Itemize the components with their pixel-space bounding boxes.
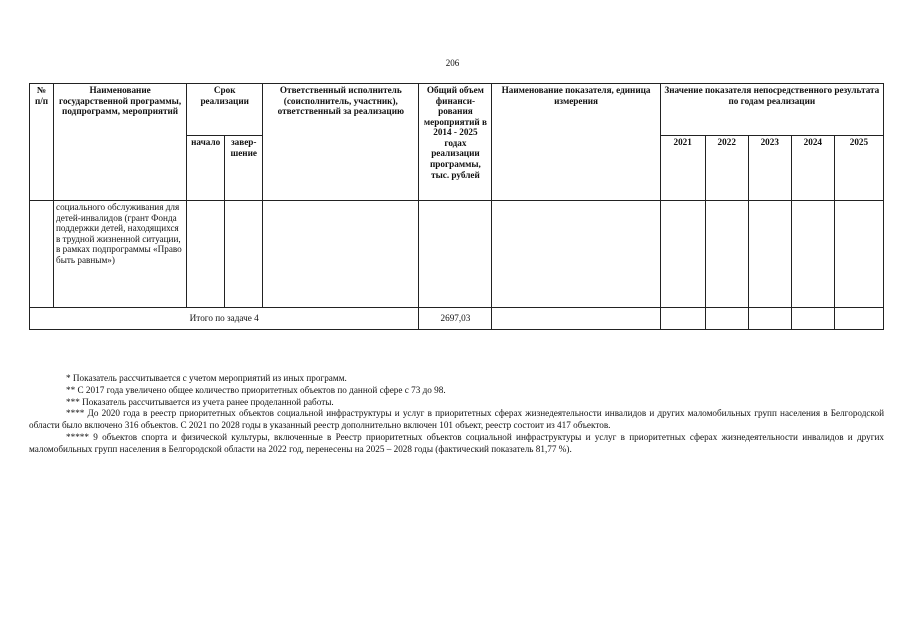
total-value-2022 [705, 308, 748, 330]
row-value-2024 [791, 201, 834, 308]
row-executor [263, 201, 419, 308]
total-label: Итого по задаче 4 [30, 308, 419, 330]
page-number: 206 [445, 58, 460, 68]
row-name: социального обслуживания для детей-инвалидов (грант Фонда поддержки детей, находящихся в трудной жизненной ситуации, в рамках подпрограммы «Право быть равным») [54, 201, 187, 308]
row-term-end [225, 201, 263, 308]
header-term-start: начало [187, 136, 225, 201]
footnotes [29, 373, 884, 455]
footnote: ***** 9 объектов спорта и физической культуры, включенные в Реестр приоритетных объектов социальной инфраструктуры и услуг в приоритетных сферах жизнедеятельности инвалидов и других маломобильных групп населения в Белгородской области на 2022 год, перенесены на 2025 – 2028 годы (фактический показатель 81,77 %). [29, 431, 884, 454]
total-value-2023 [748, 308, 791, 330]
header-year: 2024 [791, 136, 834, 201]
total-value: 2697,03 [419, 308, 492, 330]
total-value-2024 [791, 308, 834, 330]
row-value-2025 [834, 201, 883, 308]
header-executor: Ответственный исполнитель (соисполнитель, участник), ответственный за реализацию [263, 84, 419, 201]
row-value-2022 [705, 201, 748, 308]
row-value-2021 [660, 201, 705, 308]
header-values-title: Значение показателя непосредственного результата по годам реализации [660, 84, 883, 136]
header-name: Наименование государственной программы, подпрограмм, мероприятий [54, 84, 187, 201]
header-term-end: завер-шение [225, 136, 263, 201]
header-volume: Общий объем финанси-рования мероприятий в 2014 - 2025 годах реализации программы, тыс. рублей [419, 84, 492, 201]
row-value-2023 [748, 201, 791, 308]
total-value-2025 [834, 308, 883, 330]
footnote: **** До 2020 года в реестр приоритетных объектов социальной инфраструктуры и услуг в приоритетных сферах жизнедеятельности инвалидов и других маломобильных групп населения в Белгородской области было включено 316 объектов. С 2021 по 2028 годы в указанный реестр дополнительно включен 101 объект, реестр состоит из 417 объектов. [29, 408, 884, 431]
row-num [30, 201, 54, 308]
header-num: № п/п [30, 84, 54, 201]
total-indicator [492, 308, 660, 330]
footnote: *** Показатель рассчитывается из учета ранее проделанной работы. [66, 396, 334, 407]
footnote: * Показатель рассчитывается с учетом мероприятий из иных программ. [66, 373, 347, 383]
header-year: 2022 [705, 136, 748, 201]
footnote: ** С 2017 года увеличено общее количество приоритетных объектов по данной сфере с 73 до 98. [66, 384, 446, 395]
total-value-2021 [660, 308, 705, 330]
row-term-start [187, 201, 225, 308]
header-year: 2025 [834, 136, 883, 201]
header-indicator: Наименование показателя, единица измерения [492, 84, 660, 201]
program-table [29, 83, 884, 330]
header-year: 2021 [660, 136, 705, 201]
row-volume [419, 201, 492, 308]
header-term: Срок реализации [187, 84, 263, 136]
table-row [30, 201, 884, 308]
row-indicator [492, 201, 660, 308]
header-year: 2023 [748, 136, 791, 201]
total-row [30, 308, 884, 330]
